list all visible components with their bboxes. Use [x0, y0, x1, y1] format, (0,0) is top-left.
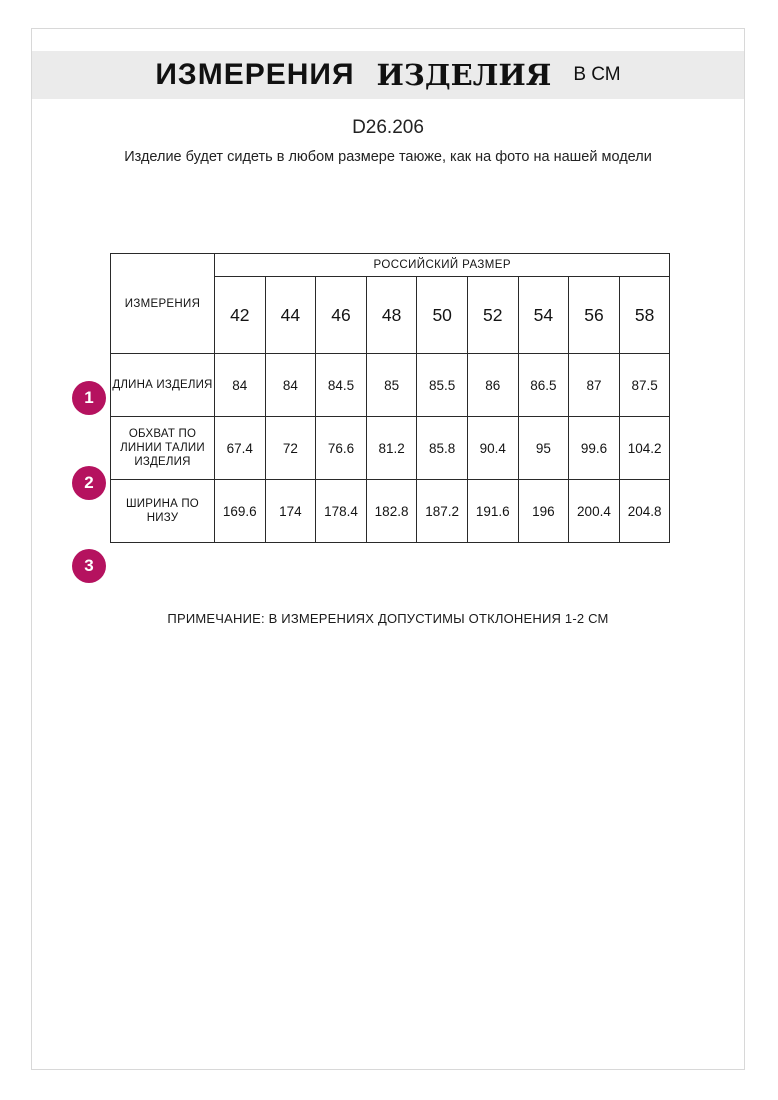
group-header: РОССИЙСКИЙ РАЗМЕР	[215, 254, 670, 277]
cell-waist-56: 99.6	[569, 417, 620, 480]
cell-hem-48: 182.8	[366, 480, 417, 543]
size-table-wrapper	[110, 253, 670, 543]
cell-length-48: 85	[366, 354, 417, 417]
table-row	[111, 354, 670, 417]
row-label-length: ДЛИНА ИЗДЕЛИЯ	[111, 354, 215, 417]
cell-hem-54: 196	[518, 480, 569, 543]
cell-length-52: 86	[467, 354, 518, 417]
badge-row-3: 3	[72, 549, 106, 583]
measurement-note: ПРИМЕЧАНИЕ: В ИЗМЕРЕНИЯХ ДОПУСТИМЫ ОТКЛОНЕНИЯ 1-2 СМ	[167, 611, 609, 626]
document-title	[32, 51, 744, 99]
cell-length-46: 84.5	[316, 354, 367, 417]
cell-hem-42: 169.6	[215, 480, 266, 543]
size-header-44: 44	[265, 277, 316, 354]
cell-hem-58: 204.8	[619, 480, 670, 543]
cell-waist-52: 90.4	[467, 417, 518, 480]
corner-header: ИЗМЕРЕНИЯ	[111, 254, 215, 354]
cell-waist-48: 81.2	[366, 417, 417, 480]
cell-hem-56: 200.4	[569, 480, 620, 543]
cell-waist-54: 95	[518, 417, 569, 480]
cell-hem-50: 187.2	[417, 480, 468, 543]
document-subtitle: Изделие будет сидеть в любом размере таюже, как на фото на нашей модели	[124, 149, 652, 165]
size-header-56: 56	[569, 277, 620, 354]
table-header-group-row	[111, 254, 670, 277]
cell-length-58: 87.5	[619, 354, 670, 417]
cell-hem-44: 174	[265, 480, 316, 543]
size-header-52: 52	[467, 277, 518, 354]
row-label-hem-width: ШИРИНА ПО НИЗУ	[111, 480, 215, 543]
size-header-50: 50	[417, 277, 468, 354]
product-code: D26.206	[352, 117, 424, 138]
badge-row-2: 2	[72, 466, 106, 500]
cell-waist-58: 104.2	[619, 417, 670, 480]
row-label-waist: ОБХВАТ ПО ЛИНИИ ТАЛИИ ИЗДЕЛИЯ	[111, 417, 215, 480]
cell-waist-44: 72	[265, 417, 316, 480]
size-header-58: 58	[619, 277, 670, 354]
title-unit: В СМ	[573, 64, 621, 85]
size-header-54: 54	[518, 277, 569, 354]
title-word-product: ИЗДЕЛИЯ	[376, 58, 552, 92]
cell-length-50: 85.5	[417, 354, 468, 417]
cell-waist-46: 76.6	[316, 417, 367, 480]
size-header-42: 42	[215, 277, 266, 354]
badge-row-1: 1	[72, 381, 106, 415]
cell-waist-50: 85.8	[417, 417, 468, 480]
title-word-measurements: ИЗМЕРЕНИЯ	[155, 58, 355, 91]
table-row	[111, 480, 670, 543]
cell-length-54: 86.5	[518, 354, 569, 417]
cell-waist-42: 67.4	[215, 417, 266, 480]
cell-hem-46: 178.4	[316, 480, 367, 543]
cell-length-44: 84	[265, 354, 316, 417]
size-header-48: 48	[366, 277, 417, 354]
size-header-46: 46	[316, 277, 367, 354]
cell-length-56: 87	[569, 354, 620, 417]
cell-length-42: 84	[215, 354, 266, 417]
table-row	[111, 417, 670, 480]
size-table	[110, 253, 670, 543]
document-page	[31, 28, 745, 1070]
cell-hem-52: 191.6	[467, 480, 518, 543]
